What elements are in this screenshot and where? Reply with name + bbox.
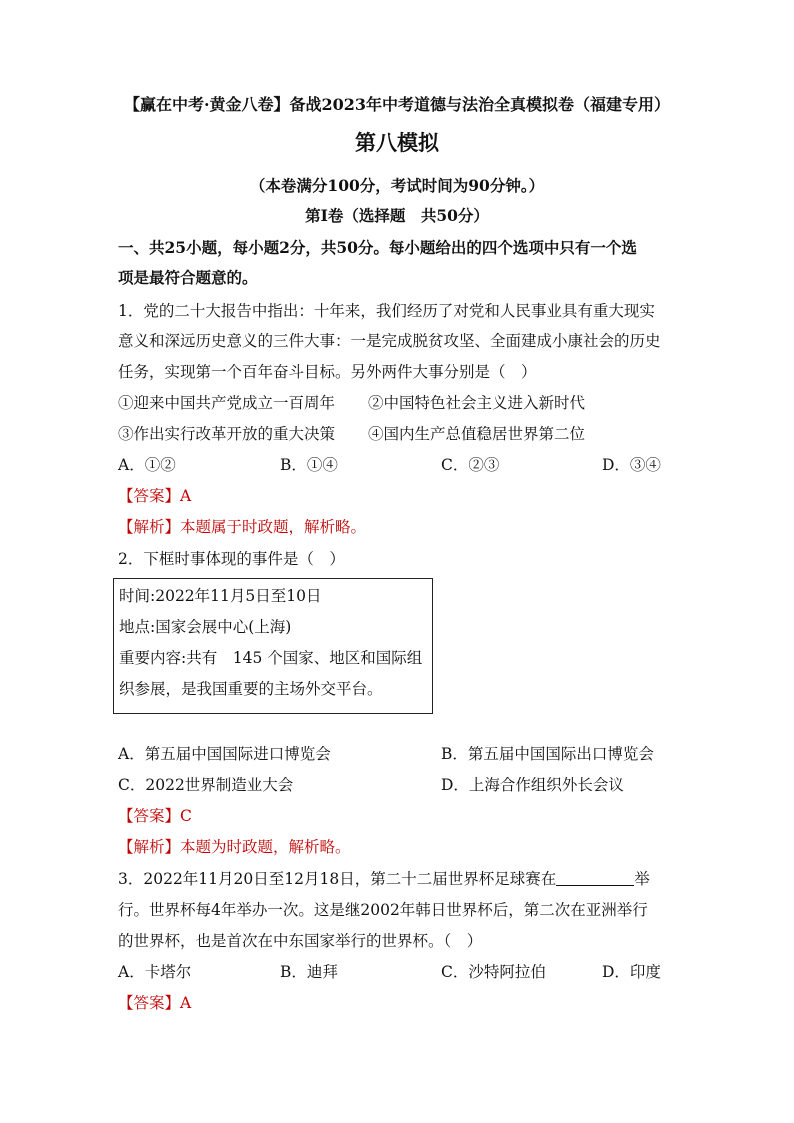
q3-stem-line-2: 行。世界杯每4年举办一次。这是继2002年韩日世界杯后，第二次在亚洲举行: [118, 901, 648, 919]
q1-item-3: ③作出实行改革开放的重大决策: [118, 425, 336, 443]
q3-stem-line-3: 的世界杯，也是首次在中东国家举行的世界杯。（ ）: [118, 932, 483, 950]
q2-option-d: D．上海合作组织外长会议: [441, 776, 624, 794]
instructions-line-1: 一、共25小题，每小题2分，共50分。每小题给出的四个选项中只有一个选: [118, 238, 637, 257]
q2-box-time: 时间:2022年11月5日至10日: [119, 587, 322, 605]
q2-analysis-label: 【解析】: [118, 838, 181, 856]
q3-stem-line-1: [118, 869, 650, 889]
q2-answer-label: 【答案】: [118, 807, 181, 825]
q2-analysis-text: 本题为时政题，解析略。: [180, 838, 351, 856]
q2-stem: 2．下框时事体现的事件是（ ）: [118, 550, 345, 568]
q1-item-2: ②中国特色社会主义进入新时代: [368, 394, 586, 412]
q2-box-content-2: 织参展，是我国重要的主场外交平台。: [119, 680, 383, 698]
q1-item-1: ①迎来中国共产党成立一百周年: [118, 394, 336, 412]
q2-box-content-1: 重要内容:共有 145 个国家、地区和国际组: [119, 649, 423, 667]
q1-answer-label: 【答案】: [118, 487, 181, 505]
instructions-line-2: 项是最符合题意的。: [118, 268, 258, 287]
q1-item-4: ④国内生产总值稳居世界第二位: [368, 425, 586, 443]
q1-answer: [118, 486, 191, 506]
exam-note: （本卷满分100分，考试时间为90分钟。）: [249, 176, 545, 195]
q3-option-a: A．卡塔尔: [118, 963, 192, 981]
exam-subtitle: 第八模拟: [355, 130, 439, 155]
q2-option-b: B．第五届中国国际出口博览会: [441, 745, 654, 763]
q3-option-d: D．印度: [602, 963, 661, 981]
q1-stem-line-3: 任务，实现第一个百年奋斗目标。另外两件大事分别是（ ）: [118, 363, 537, 381]
q1-stem-line-1: 1．党的二十大报告中指出：十年来，我们经历了对党和人民事业具有重大现实: [118, 302, 655, 320]
q2-option-c: C．2022世界制造业大会: [118, 776, 294, 794]
q3-stem-before-blank: 3．2022年11月20日至12月18日，第二十二届世界杯足球赛在: [118, 870, 557, 888]
q1-answer-value: A: [180, 487, 192, 505]
q2-answer-value: C: [180, 807, 192, 825]
q3-fill-blank: [556, 869, 634, 886]
q2-option-a: A．第五届中国国际进口博览会: [118, 745, 331, 763]
q1-analysis-label: 【解析】: [118, 518, 181, 536]
q1-stem-line-2: 意义和深远历史意义的三件大事：一是完成脱贫攻坚、全面建成小康社会的历史: [118, 332, 661, 350]
q3-option-c: C．沙特阿拉伯: [441, 963, 546, 981]
q3-stem-after-blank: 举: [634, 870, 650, 888]
section-heading: 第Ⅰ卷（选择题 共50分）: [305, 206, 489, 225]
q2-answer: [118, 806, 192, 826]
q3-answer: [118, 993, 191, 1013]
q3-option-b: B．迪拜: [280, 963, 338, 981]
q1-option-a: A．①②: [118, 456, 176, 474]
q2-analysis: [118, 837, 351, 857]
q1-analysis: [118, 517, 366, 537]
q3-answer-value: A: [180, 994, 192, 1012]
q1-option-d: D．③④: [602, 456, 661, 474]
exam-title: 【赢在中考·黄金八卷】备战2023年中考道德与法治全真模拟卷（福建专用）: [123, 95, 671, 114]
q1-analysis-text: 本题属于时政题，解析略。: [180, 518, 367, 536]
q1-option-c: C．②③: [441, 456, 500, 474]
q1-option-b: B．①④: [280, 456, 338, 474]
q3-answer-label: 【答案】: [118, 994, 181, 1012]
q2-box-place: 地点:国家会展中心(上海): [119, 618, 292, 636]
